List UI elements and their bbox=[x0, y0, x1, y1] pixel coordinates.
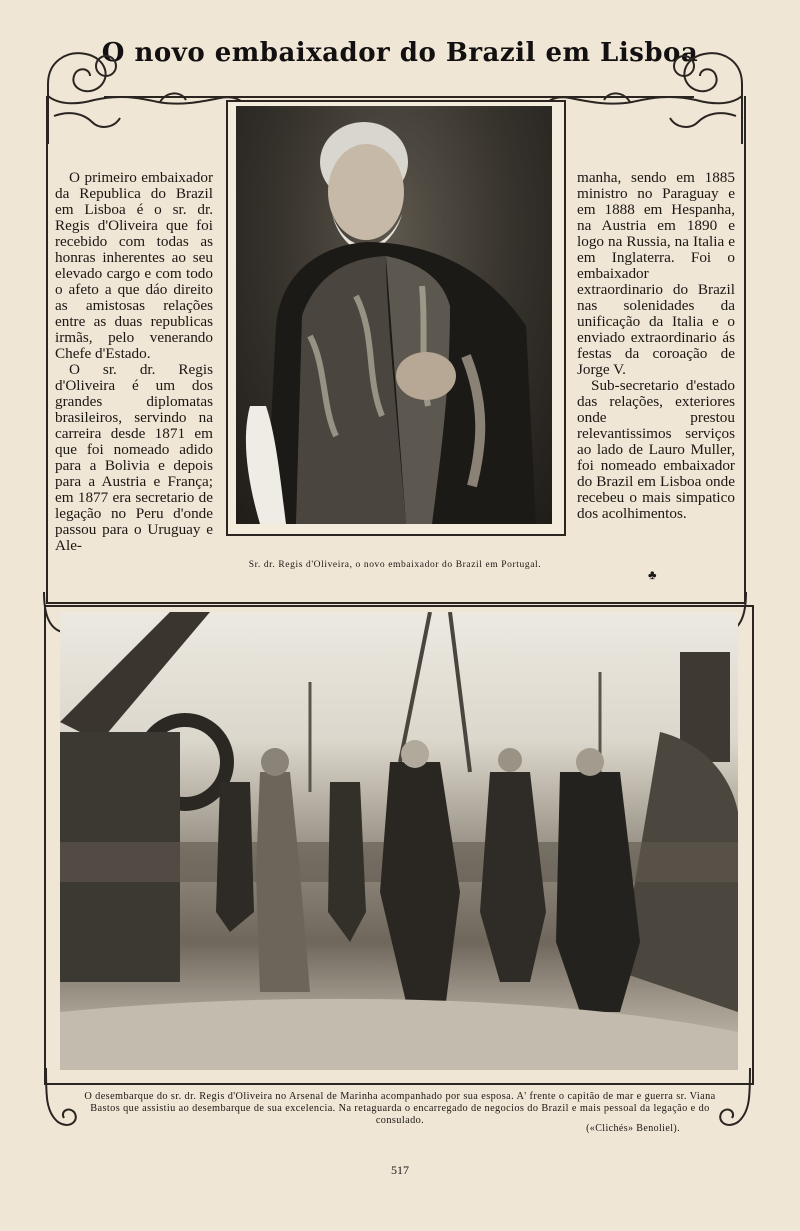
portrait-caption: Sr. dr. Regis d'Oliveira, o novo embaixador do Brazil em Portugal. bbox=[248, 560, 542, 570]
ornament-top-right-icon bbox=[540, 44, 750, 148]
article-paragraph: manha, sendo em 1885 ministro no Paraguay e em 1888 em Hespanha, na Austria em 1890 e logo na Russia, na Italia e em Inglaterra. Foi o embaixador extraordinario do Brazil nas solenidades da unificação da Italia e o enviado extraordinario ás festas da coroação de Jorge V. bbox=[577, 169, 735, 378]
page-title: O novo embaixador do Brazil em Lisboa bbox=[101, 38, 699, 68]
photo-caption: O desembarque do sr. dr. Regis d'Oliveira no Arsenal de Marinha acompanhado por sua esposa. A' frente o capitão de mar e guerra sr. Viana Bastos que assistiu ao desembarque de sua excelencia. Na retaguarda o encarregado de negocios do Brazil e mais pessoal da legação e do consulado. bbox=[84, 1091, 716, 1126]
arrival-photograph bbox=[60, 612, 738, 1070]
photo-credit: («Clichés» Benoliel). bbox=[586, 1123, 680, 1134]
portrait-photograph bbox=[236, 106, 552, 524]
article-right-column bbox=[577, 170, 735, 522]
end-of-article-mark: ♣ bbox=[648, 567, 657, 582]
ambassador-portrait-image bbox=[236, 106, 552, 524]
arsenal-landing-scene-image bbox=[60, 612, 738, 1070]
article-left-column bbox=[55, 170, 213, 554]
article-paragraph: Sub-secretario d'estado das relações, exteriores onde prestou relevantissimos serviços ao lado de Lauro Muller, foi nomeado embaixador do Brazil em Lisboa onde recebeu o mais simpatico dos acolhimentos. bbox=[577, 377, 735, 522]
ornament-bottom-left-icon bbox=[40, 1066, 84, 1132]
article-paragraph: O primeiro embaixador da Republica do Brazil em Lisboa é o sr. dr. Regis d'Oliveira que foi recebido com todas as honras inherentes ao seu elevado cargo e com todo o afeto a que dáo direito as amistosas relações entre as duas republicas irmãs, pelo venerando Chefe d'Estado. bbox=[55, 169, 213, 362]
ornament-top-left-icon bbox=[40, 44, 250, 148]
article-paragraph: O sr. dr. Regis d'Oliveira é um dos grandes diplomatas brasileiros, servindo na carreira desde 1871 em que foi nomeado adido para a Bolivia e depois para a Austria e França; em 1877 era secretario de legação no Peru d'onde passou para o Uruguay e Ale- bbox=[55, 361, 213, 554]
page-number: 517 bbox=[391, 1163, 409, 1177]
